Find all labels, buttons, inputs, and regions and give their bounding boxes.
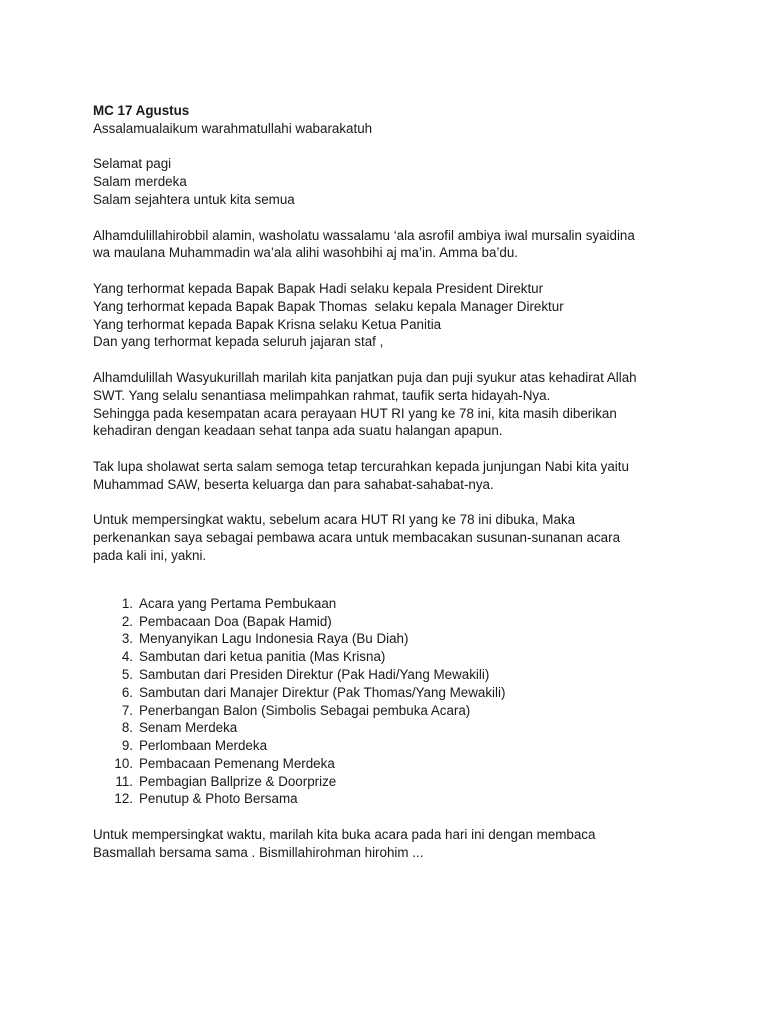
list-item-text: Pembacaan Doa (Bapak Hamid): [139, 613, 332, 629]
list-item-number: 10.: [114, 755, 133, 771]
paragraph-line: Basmallah bersama sama . Bismillahirohman hirohim ...: [93, 844, 424, 860]
list-item: [93, 737, 693, 755]
spacer: [93, 209, 693, 227]
list-item-number: 8.: [121, 720, 133, 736]
list-item: [93, 613, 693, 631]
honorific-line: Yang terhormat kepada Bapak Krisna selaku Ketua Panitia: [93, 316, 442, 332]
list-item: [93, 719, 693, 737]
agenda-intro-paragraph: [93, 511, 693, 564]
list-item-number: 1.: [121, 595, 133, 611]
list-item: [93, 595, 693, 613]
sholawat-paragraph: [93, 458, 693, 494]
list-item: [93, 666, 693, 684]
spacer: [93, 351, 693, 369]
gratitude-paragraph: [93, 369, 693, 440]
spacer: [93, 138, 693, 156]
paragraph-line: pada kali ini, yakni.: [93, 547, 207, 563]
salutations-block: [93, 155, 693, 208]
list-item-number: 5.: [121, 666, 133, 682]
list-item-number: 7.: [121, 702, 133, 718]
list-item-number: 11.: [115, 773, 133, 789]
list-item-text: Penerbangan Balon (Simbolis Sebagai pembuka Acara): [139, 702, 471, 718]
list-item-text: Sambutan dari Manajer Direktur (Pak Thomas/Yang Mewakili): [139, 684, 506, 700]
list-item-text: Senam Merdeka: [139, 720, 238, 736]
salutation-line: Salam sejahtera untuk kita semua: [93, 191, 295, 207]
paragraph-line: Muhammad SAW, beserta keluarga dan para sahabat-sahabat-nya.: [93, 476, 494, 492]
list-item-number: 2.: [121, 613, 133, 629]
paragraph-line: Alhamdulillahirobbil alamin, washolatu wassalamu ‘ala asrofil ambiya iwal mursalin syaidina: [93, 227, 635, 243]
spacer: [93, 494, 693, 512]
list-item: [93, 755, 693, 773]
paragraph-line: Tak lupa sholawat serta salam semoga tetap tercurahkan kepada junjungan Nabi kita yaitu: [93, 458, 629, 474]
paragraph-line: SWT. Yang selalu senantiasa melimpahkan rahmat, taufik serta hidayah-Nya.: [93, 387, 551, 403]
greeting-line: Assalamualaikum warahmatullahi wabarakatuh: [93, 120, 373, 136]
list-item-text: Perlombaan Merdeka: [139, 738, 268, 754]
honorific-line: Dan yang terhormat kepada seluruh jajaran staf ,: [93, 334, 384, 350]
list-item-number: 3.: [121, 631, 133, 647]
list-item-number: 6.: [121, 684, 133, 700]
list-item-text: Menyanyikan Lagu Indonesia Raya (Bu Diah): [139, 631, 409, 647]
paragraph-line: wa maulana Muhammadin wa’ala alihi wasohbihi aj ma’in. Amma ba’du.: [93, 245, 518, 261]
opening-prayer-paragraph: [93, 227, 693, 263]
list-item-number: 4.: [121, 649, 133, 665]
agenda-list: [93, 595, 693, 809]
list-item-text: Penutup & Photo Bersama: [139, 791, 298, 807]
list-item: [93, 773, 693, 791]
salutation-line: Selamat pagi: [93, 156, 172, 172]
closing-paragraph: [93, 826, 693, 862]
list-item: [93, 630, 693, 648]
list-item-text: Pembagian Ballprize & Doorprize: [139, 773, 337, 789]
paragraph-line: Sehingga pada kesempatan acara perayaan HUT RI yang ke 78 ini, kita masih diberikan: [93, 405, 617, 421]
list-item: [93, 684, 693, 702]
salutation-line: Salam merdeka: [93, 174, 187, 190]
paragraph-line: Untuk mempersingkat waktu, marilah kita buka acara pada hari ini dengan membaca: [93, 827, 596, 843]
document-page: [93, 102, 693, 862]
list-item-number: 9.: [121, 738, 133, 754]
list-item: [93, 648, 693, 666]
spacer: [93, 262, 693, 280]
paragraph-line: Untuk mempersingkat waktu, sebelum acara HUT RI yang ke 78 ini dibuka, Maka: [93, 512, 576, 528]
list-item-text: Sambutan dari Presiden Direktur (Pak Hadi/Yang Mewakili): [139, 666, 490, 682]
spacer: [93, 808, 693, 826]
list-item-text: Pembacaan Pemenang Merdeka: [139, 755, 335, 771]
spacer: [93, 565, 693, 595]
honorific-line: Yang terhormat kepada Bapak Bapak Hadi selaku kepala President Direktur: [93, 280, 544, 296]
list-item-number: 12.: [114, 791, 133, 807]
honorific-line: Yang terhormat kepada Bapak Bapak Thomas selaku kepala Manager Direktur: [93, 298, 564, 314]
paragraph-line: Alhamdulillah Wasyukurillah marilah kita panjatkan puja dan puji syukur atas kehadirat Allah: [93, 369, 637, 385]
honorifics-block: [93, 280, 693, 351]
paragraph-line: kehadiran dengan keadaan sehat tanpa ada suatu halangan apapun.: [93, 423, 503, 439]
list-item: [93, 702, 693, 720]
list-item-text: Sambutan dari ketua panitia (Mas Krisna): [139, 649, 386, 665]
paragraph-line: perkenankan saya sebagai pembawa acara untuk membacakan susunan-sunanan acara: [93, 530, 621, 546]
spacer: [93, 440, 693, 458]
document-title: MC 17 Agustus: [93, 103, 190, 118]
list-item: [93, 790, 693, 808]
list-item-text: Acara yang Pertama Pembukaan: [139, 595, 337, 611]
